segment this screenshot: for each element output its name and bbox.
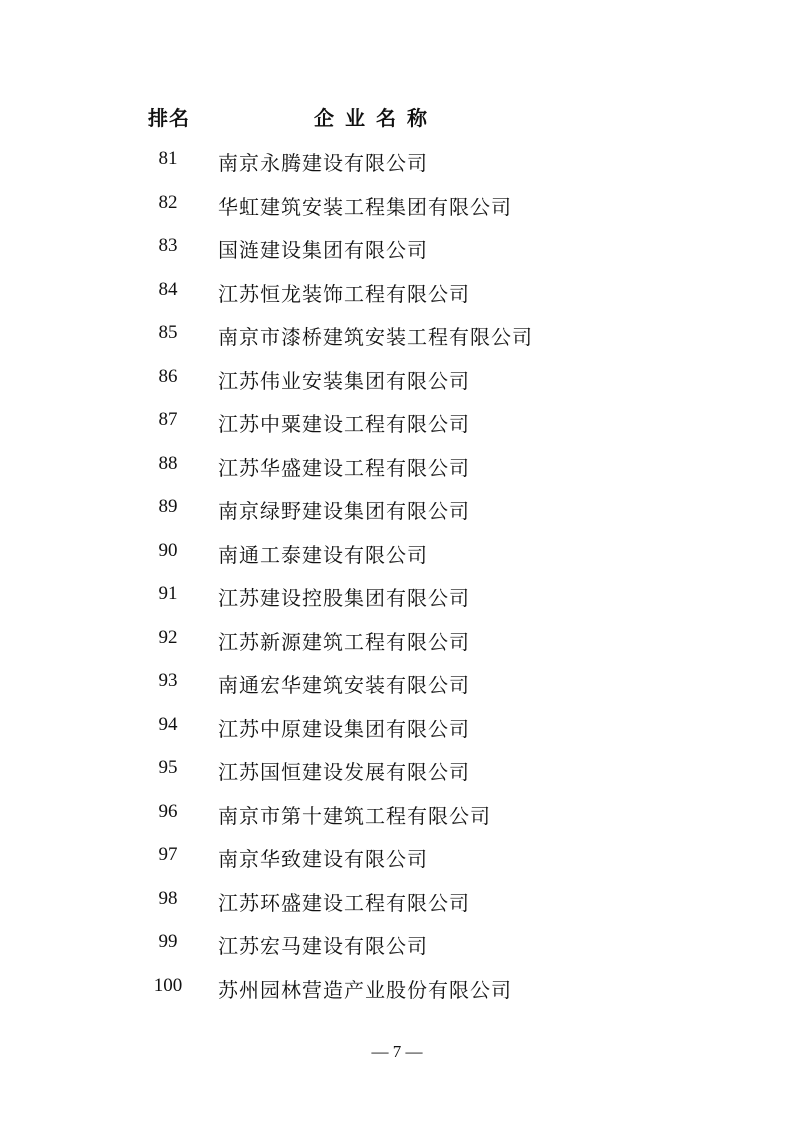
company-cell: 江苏恒龙装饰工程有限公司 [218,281,470,306]
company-cell: 江苏新源建筑工程有限公司 [218,629,470,654]
rank-cell: 83 [158,235,178,256]
company-cell: 江苏环盛建设工程有限公司 [218,890,470,915]
rank-cell: 93 [158,670,178,691]
rank-cell: 82 [158,191,178,213]
rank-cell: 99 [158,931,178,952]
rank-cell: 98 [158,887,178,909]
rank-cell: 96 [158,800,178,822]
rank-cell: 94 [158,713,178,735]
table-row [0,575,794,619]
rank-cell: 87 [158,409,178,430]
table-row [0,836,794,880]
ranking-list [0,140,794,1010]
company-cell: 苏州园林营造产业股份有限公司 [218,977,512,1002]
table-row [0,967,794,1011]
rank-cell: 81 [158,148,178,169]
company-cell: 江苏中粟建设工程有限公司 [218,412,470,436]
table-row [0,401,794,445]
company-cell: 南京市第十建筑工程有限公司 [218,803,491,828]
company-cell: 江苏华盛建设工程有限公司 [218,455,470,480]
table-row [0,445,794,489]
table-row [0,619,794,663]
rank-cell: 100 [153,974,183,996]
table-row [0,184,794,228]
table-row [0,923,794,967]
company-cell: 南京华致建设有限公司 [218,847,428,871]
company-cell: 南通工泰建设有限公司 [218,542,428,567]
page-number: — 7 — [371,1042,423,1061]
table-row [0,488,794,532]
table-header [0,102,794,136]
company-cell: 国涟建设集团有限公司 [218,238,428,262]
rank-cell: 95 [158,757,178,778]
rank-cell: 86 [158,365,178,387]
company-cell: 南京市漆桥建筑安装工程有限公司 [218,325,533,349]
table-row [0,358,794,402]
rank-cell: 97 [158,844,178,865]
table-row [0,140,794,184]
company-cell: 江苏国恒建设发展有限公司 [218,760,470,784]
rank-cell: 90 [158,539,178,561]
company-cell: 华虹建筑安装工程集团有限公司 [218,194,512,219]
rank-column-header: 排名 [148,106,190,130]
rank-cell: 88 [158,452,178,474]
table-row [0,227,794,271]
company-cell: 南京永腾建设有限公司 [218,151,428,175]
company-cell: 江苏建设控股集团有限公司 [218,586,470,610]
company-cell: 江苏宏马建设有限公司 [218,934,428,958]
rank-cell: 92 [158,626,178,648]
table-row [0,880,794,924]
table-row [0,662,794,706]
table-row [0,749,794,793]
company-cell: 江苏伟业安装集团有限公司 [218,368,470,393]
table-row [0,271,794,315]
company-cell: 南通宏华建筑安装有限公司 [218,673,470,697]
table-row [0,532,794,576]
company-cell: 南京绿野建设集团有限公司 [218,499,470,523]
rank-cell: 89 [158,496,178,517]
table-row [0,706,794,750]
company-column-header: 企业名称 [314,106,438,130]
table-row [0,793,794,837]
company-cell: 江苏中原建设集团有限公司 [218,716,470,741]
table-row [0,314,794,358]
rank-cell: 85 [158,322,178,343]
rank-cell: 84 [158,278,178,300]
rank-cell: 91 [158,583,178,604]
